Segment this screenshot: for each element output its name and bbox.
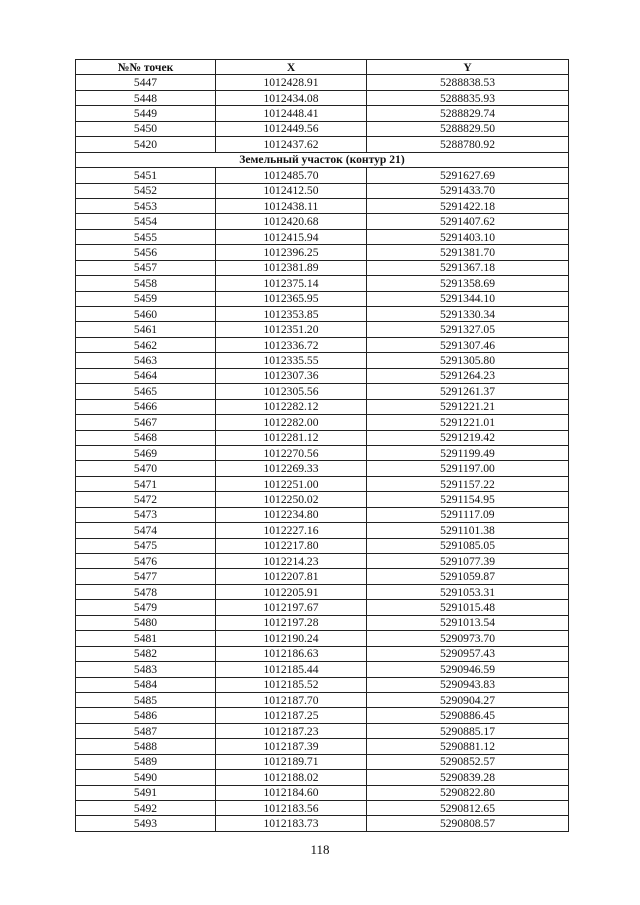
point-number-cell: 5480 — [76, 615, 216, 630]
y-cell: 5290852.57 — [367, 754, 569, 769]
y-cell: 5290812.65 — [367, 801, 569, 816]
point-number-cell: 5453 — [76, 198, 216, 213]
point-number-cell: 5490 — [76, 770, 216, 785]
y-cell: 5290886.45 — [367, 708, 569, 723]
coordinates-table — [75, 59, 569, 832]
y-cell: 5291261.37 — [367, 384, 569, 399]
point-number-cell: 5460 — [76, 307, 216, 322]
point-number-cell: 5482 — [76, 646, 216, 661]
x-cell: 1012190.24 — [216, 631, 367, 646]
x-cell: 1012365.95 — [216, 291, 367, 306]
x-cell: 1012187.25 — [216, 708, 367, 723]
x-cell: 1012448.41 — [216, 106, 367, 121]
point-number-cell: 5458 — [76, 276, 216, 291]
point-number-cell: 5470 — [76, 461, 216, 476]
point-number-cell: 5457 — [76, 260, 216, 275]
x-cell: 1012270.56 — [216, 445, 367, 460]
x-cell: 1012197.67 — [216, 600, 367, 615]
y-cell: 5288829.74 — [367, 106, 569, 121]
y-cell: 5290904.27 — [367, 692, 569, 707]
point-number-cell: 5451 — [76, 168, 216, 183]
table-row — [76, 415, 569, 430]
rows-before-section — [76, 75, 569, 152]
x-cell: 1012269.33 — [216, 461, 367, 476]
point-number-cell: 5487 — [76, 723, 216, 738]
point-number-cell: 5450 — [76, 121, 216, 136]
point-number-cell: 5461 — [76, 322, 216, 337]
point-number-cell: 5454 — [76, 214, 216, 229]
table-row — [76, 461, 569, 476]
y-cell: 5291077.39 — [367, 554, 569, 569]
y-cell: 5291015.48 — [367, 600, 569, 615]
y-cell: 5288780.92 — [367, 137, 569, 152]
table-row — [76, 399, 569, 414]
point-number-cell: 5464 — [76, 368, 216, 383]
y-cell: 5291013.54 — [367, 615, 569, 630]
point-number-cell: 5472 — [76, 492, 216, 507]
point-number-cell: 5485 — [76, 692, 216, 707]
x-cell: 1012251.00 — [216, 476, 367, 491]
header-x: X — [216, 60, 367, 75]
table-row — [76, 121, 569, 136]
point-number-cell: 5459 — [76, 291, 216, 306]
point-number-cell: 5493 — [76, 816, 216, 831]
y-cell: 5291403.10 — [367, 229, 569, 244]
table-row — [76, 476, 569, 491]
y-cell: 5291422.18 — [367, 198, 569, 213]
x-cell: 1012434.08 — [216, 90, 367, 105]
x-cell: 1012183.56 — [216, 801, 367, 816]
point-number-cell: 5478 — [76, 584, 216, 599]
x-cell: 1012438.11 — [216, 198, 367, 213]
y-cell: 5290943.83 — [367, 677, 569, 692]
point-number-cell: 5476 — [76, 554, 216, 569]
y-cell: 5291307.46 — [367, 337, 569, 352]
y-cell: 5288829.50 — [367, 121, 569, 136]
x-cell: 1012184.60 — [216, 785, 367, 800]
table-row — [76, 615, 569, 630]
section-title: Земельный участок (контур 21) — [76, 152, 569, 167]
x-cell: 1012353.85 — [216, 307, 367, 322]
y-cell: 5291221.01 — [367, 415, 569, 430]
x-cell: 1012485.70 — [216, 168, 367, 183]
point-number-cell: 5463 — [76, 353, 216, 368]
y-cell: 5291327.05 — [367, 322, 569, 337]
point-number-cell: 5489 — [76, 754, 216, 769]
table-row — [76, 229, 569, 244]
x-cell: 1012307.36 — [216, 368, 367, 383]
table-row — [76, 90, 569, 105]
y-cell: 5291627.69 — [367, 168, 569, 183]
y-cell: 5291085.05 — [367, 538, 569, 553]
x-cell: 1012187.70 — [216, 692, 367, 707]
table-row — [76, 692, 569, 707]
point-number-cell: 5491 — [76, 785, 216, 800]
table-row — [76, 785, 569, 800]
x-cell: 1012186.63 — [216, 646, 367, 661]
point-number-cell: 5448 — [76, 90, 216, 105]
table-row — [76, 214, 569, 229]
x-cell: 1012449.56 — [216, 121, 367, 136]
header-y: Y — [367, 60, 569, 75]
header-point-number: №№ точек — [76, 60, 216, 75]
x-cell: 1012336.72 — [216, 337, 367, 352]
page-number: 118 — [310, 842, 330, 857]
y-cell: 5290881.12 — [367, 739, 569, 754]
x-cell: 1012187.39 — [216, 739, 367, 754]
table-row — [76, 430, 569, 445]
table-row — [76, 445, 569, 460]
table-row — [76, 646, 569, 661]
y-cell: 5291199.49 — [367, 445, 569, 460]
section-row — [76, 152, 569, 167]
table-row — [76, 75, 569, 90]
x-cell: 1012335.55 — [216, 353, 367, 368]
y-cell: 5291197.00 — [367, 461, 569, 476]
table-row — [76, 801, 569, 816]
y-cell: 5291367.18 — [367, 260, 569, 275]
table-row — [76, 569, 569, 584]
table-row — [76, 353, 569, 368]
x-cell: 1012234.80 — [216, 507, 367, 522]
y-cell: 5291358.69 — [367, 276, 569, 291]
x-cell: 1012412.50 — [216, 183, 367, 198]
point-number-cell: 5471 — [76, 476, 216, 491]
point-number-cell: 5449 — [76, 106, 216, 121]
table-row — [76, 754, 569, 769]
x-cell: 1012214.23 — [216, 554, 367, 569]
y-cell: 5288838.53 — [367, 75, 569, 90]
table-row — [76, 384, 569, 399]
table-row — [76, 631, 569, 646]
table-row — [76, 291, 569, 306]
point-number-cell: 5477 — [76, 569, 216, 584]
x-cell: 1012282.00 — [216, 415, 367, 430]
table-row — [76, 523, 569, 538]
x-cell: 1012375.14 — [216, 276, 367, 291]
x-cell: 1012381.89 — [216, 260, 367, 275]
y-cell: 5291330.34 — [367, 307, 569, 322]
point-number-cell: 5469 — [76, 445, 216, 460]
x-cell: 1012217.80 — [216, 538, 367, 553]
table-row — [76, 816, 569, 831]
table-row — [76, 368, 569, 383]
point-number-cell: 5466 — [76, 399, 216, 414]
table-row — [76, 276, 569, 291]
y-cell: 5288835.93 — [367, 90, 569, 105]
table-row — [76, 245, 569, 260]
section-row-group — [76, 152, 569, 167]
y-cell: 5291305.80 — [367, 353, 569, 368]
point-number-cell: 5467 — [76, 415, 216, 430]
table-row — [76, 584, 569, 599]
x-cell: 1012305.56 — [216, 384, 367, 399]
table-row — [76, 770, 569, 785]
point-number-cell: 5452 — [76, 183, 216, 198]
y-cell: 5291101.38 — [367, 523, 569, 538]
point-number-cell: 5465 — [76, 384, 216, 399]
table-row — [76, 677, 569, 692]
y-cell: 5291264.23 — [367, 368, 569, 383]
x-cell: 1012227.16 — [216, 523, 367, 538]
point-number-cell: 5479 — [76, 600, 216, 615]
x-cell: 1012188.02 — [216, 770, 367, 785]
point-number-cell: 5420 — [76, 137, 216, 152]
y-cell: 5290885.17 — [367, 723, 569, 738]
x-cell: 1012205.91 — [216, 584, 367, 599]
table-row — [76, 600, 569, 615]
x-cell: 1012281.12 — [216, 430, 367, 445]
table-row — [76, 723, 569, 738]
x-cell: 1012351.20 — [216, 322, 367, 337]
table-row — [76, 260, 569, 275]
point-number-cell: 5447 — [76, 75, 216, 90]
x-cell: 1012396.25 — [216, 245, 367, 260]
table-row — [76, 554, 569, 569]
x-cell: 1012282.12 — [216, 399, 367, 414]
x-cell: 1012185.52 — [216, 677, 367, 692]
x-cell: 1012187.23 — [216, 723, 367, 738]
table-row — [76, 307, 569, 322]
table-row — [76, 106, 569, 121]
point-number-cell: 5492 — [76, 801, 216, 816]
y-cell: 5290839.28 — [367, 770, 569, 785]
y-cell: 5290957.43 — [367, 646, 569, 661]
point-number-cell: 5455 — [76, 229, 216, 244]
x-cell: 1012250.02 — [216, 492, 367, 507]
y-cell: 5291344.10 — [367, 291, 569, 306]
y-cell: 5291053.31 — [367, 584, 569, 599]
point-number-cell: 5488 — [76, 739, 216, 754]
table-row — [76, 168, 569, 183]
header-row — [76, 60, 569, 75]
y-cell: 5291221.21 — [367, 399, 569, 414]
table-row — [76, 739, 569, 754]
x-cell: 1012207.81 — [216, 569, 367, 584]
point-number-cell: 5481 — [76, 631, 216, 646]
point-number-cell: 5483 — [76, 662, 216, 677]
point-number-cell: 5456 — [76, 245, 216, 260]
table-row — [76, 137, 569, 152]
y-cell: 5290973.70 — [367, 631, 569, 646]
point-number-cell: 5484 — [76, 677, 216, 692]
table-row — [76, 198, 569, 213]
y-cell: 5291117.09 — [367, 507, 569, 522]
x-cell: 1012437.62 — [216, 137, 367, 152]
y-cell: 5291433.70 — [367, 183, 569, 198]
table-row — [76, 662, 569, 677]
x-cell: 1012189.71 — [216, 754, 367, 769]
y-cell: 5291407.62 — [367, 214, 569, 229]
y-cell: 5291157.22 — [367, 476, 569, 491]
x-cell: 1012185.44 — [216, 662, 367, 677]
y-cell: 5290822.80 — [367, 785, 569, 800]
y-cell: 5291059.87 — [367, 569, 569, 584]
point-number-cell: 5462 — [76, 337, 216, 352]
x-cell: 1012428.91 — [216, 75, 367, 90]
table-row — [76, 538, 569, 553]
y-cell: 5291381.70 — [367, 245, 569, 260]
x-cell: 1012420.68 — [216, 214, 367, 229]
rows-after-section — [76, 168, 569, 832]
y-cell: 5291219.42 — [367, 430, 569, 445]
table-row — [76, 708, 569, 723]
x-cell: 1012197.28 — [216, 615, 367, 630]
table-row — [76, 322, 569, 337]
y-cell: 5290808.57 — [367, 816, 569, 831]
table-row — [76, 507, 569, 522]
table-row — [76, 337, 569, 352]
x-cell: 1012183.73 — [216, 816, 367, 831]
y-cell: 5291154.95 — [367, 492, 569, 507]
point-number-cell: 5468 — [76, 430, 216, 445]
point-number-cell: 5474 — [76, 523, 216, 538]
y-cell: 5290946.59 — [367, 662, 569, 677]
x-cell: 1012415.94 — [216, 229, 367, 244]
point-number-cell: 5486 — [76, 708, 216, 723]
point-number-cell: 5475 — [76, 538, 216, 553]
table-row — [76, 492, 569, 507]
point-number-cell: 5473 — [76, 507, 216, 522]
table-row — [76, 183, 569, 198]
